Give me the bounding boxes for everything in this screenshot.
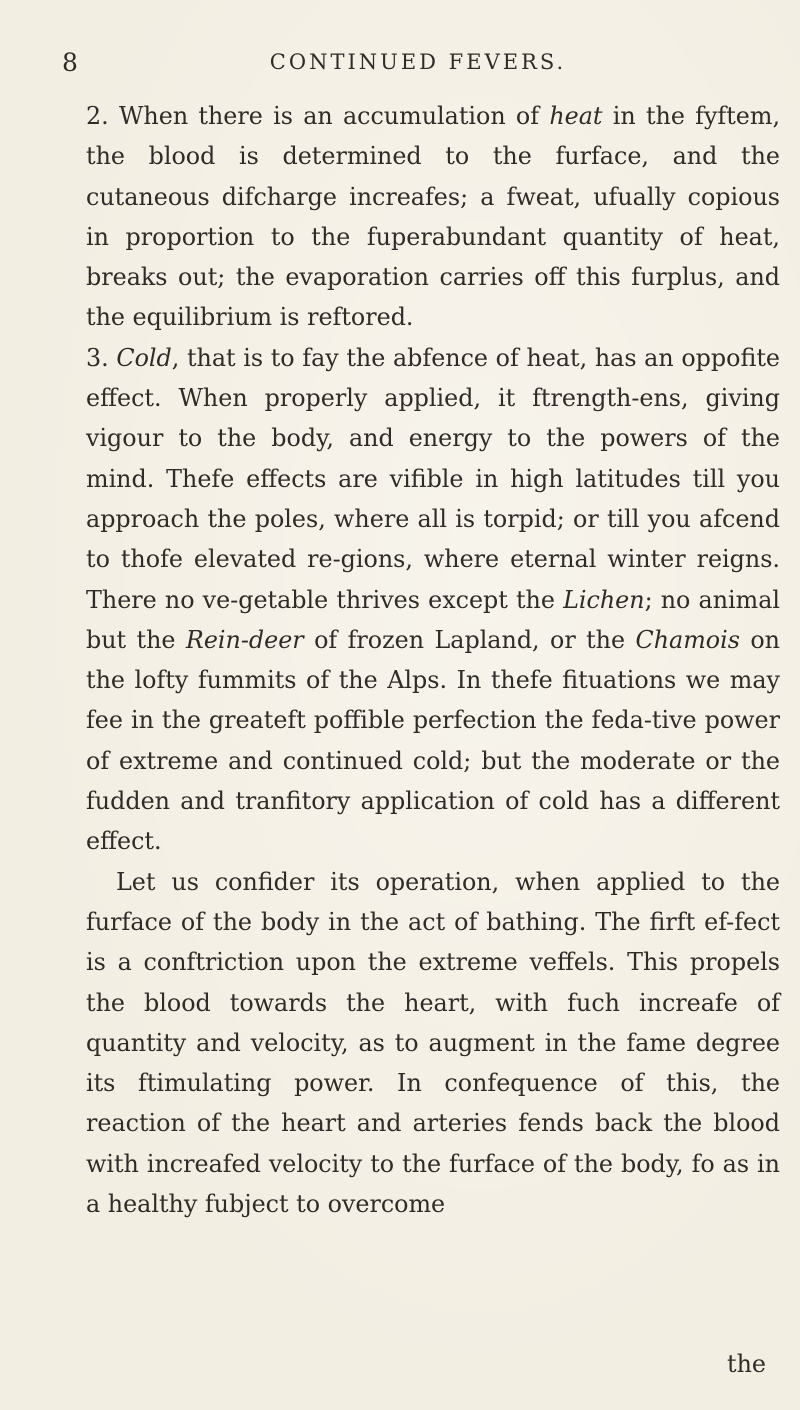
page-number: 8 — [62, 48, 78, 77]
text-run: ; no animal but the — [86, 585, 780, 654]
paragraph-cold — [86, 338, 780, 862]
text-run: of frozen Lapland, or the — [303, 625, 636, 654]
text-run: , that is to fay the abfence of heat, has an oppofite effect. When properly applied, it ftrength-ens, giving vigour to the body, and energy to the powers of the mind. Thefe effects are vifible in high latitudes till you approach the poles, where all is torpid; or till you afcend to thofe elevated re-gions, where eternal winter reigns. There no ve-getable thrives except the — [86, 343, 780, 614]
italic-term: Chamois — [635, 625, 740, 654]
italic-term: Lichen — [563, 585, 645, 614]
italic-term: heat — [549, 102, 603, 130]
text-run: on the lofty fummits of the Alps. In thefe fituations we may fee in the greateft poffible perfection the feda-tive power of extreme and continued cold; but the moderate or the fudden and tranfitory application of cold has a different effect. — [86, 625, 780, 856]
paragraph-heat — [86, 96, 780, 338]
running-title: CONTINUED FEVERS. — [269, 50, 567, 74]
text-run: in the fyftem, the blood is determined to the furface, and the cutaneous difcharge increafes; a fweat, ufually copious in proportion to the fuperabundant quantity of heat, breaks out; the evaporation carries off this furplus, and the equilibrium is reftored. — [86, 102, 781, 332]
running-head — [62, 48, 766, 84]
text-run: 3. — [86, 343, 117, 372]
body-text — [86, 96, 780, 1224]
text-run: 2. When there is an accumulation of — [86, 102, 550, 130]
catchword: the — [727, 1350, 766, 1378]
paragraph-bathing — [86, 862, 780, 1225]
italic-term: Cold — [116, 343, 172, 372]
italic-term: Rein-deer — [185, 625, 304, 654]
text-run: Let us confider its operation, when applied to the furface of the body in the act of bathing. The firft ef-fect is a conftriction upon the extreme veffels. This propels the blood towards the heart, with fuch increafe of quantity and velocity, as to augment in the fame degree its ftimulating power. In confequence of this, the reaction of the heart and arteries fends back the blood with increafed velocity to the furface of the body, fo as in a healthy fubject to overcome — [86, 867, 780, 1219]
